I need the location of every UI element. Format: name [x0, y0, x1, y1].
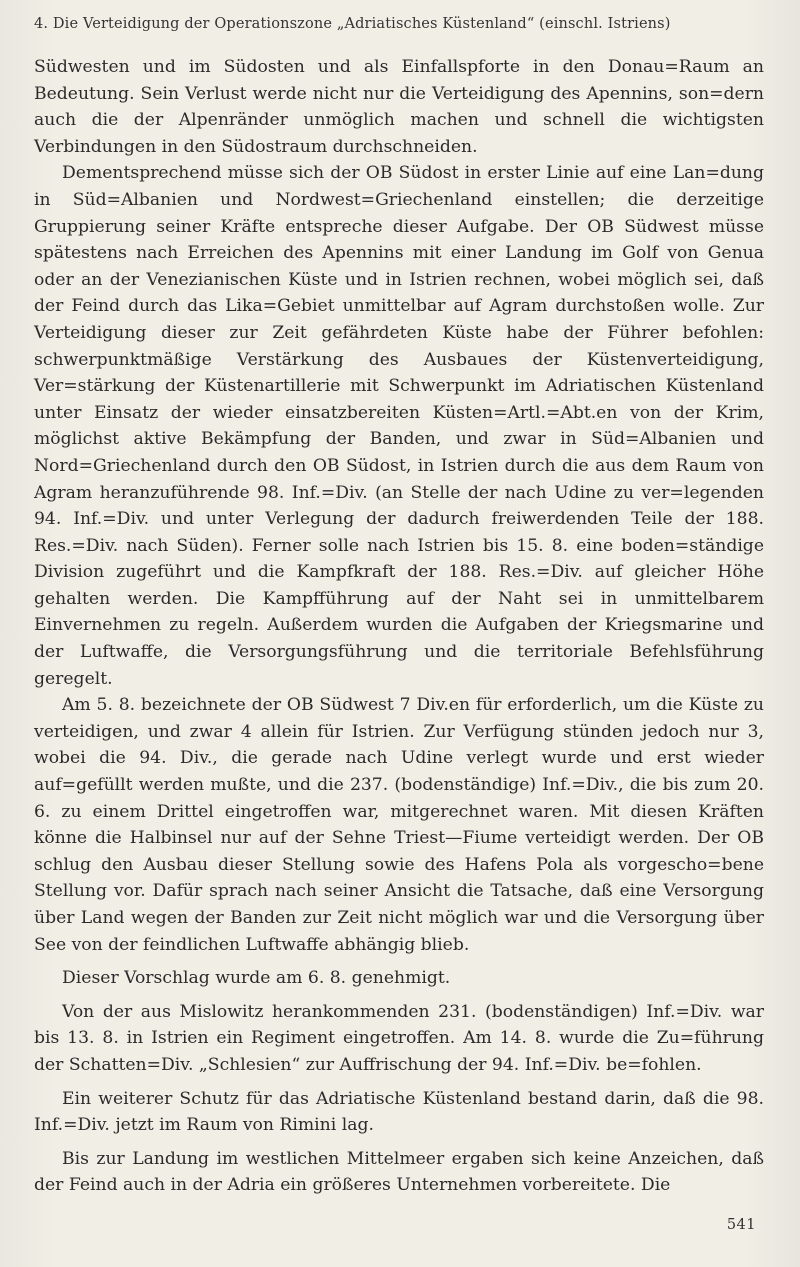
page-number: 541	[726, 1217, 756, 1233]
paragraph-further-protection: Ein weiterer Schutz für das Adriatische Küstenland bestand darin, daß die 98. Inf.=Div. jetzt im Raum von Rimini lag.	[34, 1088, 764, 1136]
paragraph-defense-orders: Dementsprechend müsse sich der OB Südost in erster Linie auf eine Lan=dung in Süd=Albanien und Nordwest=Griechenland einstellen; die derzeitige Gruppierung seiner Kräfte entspreche dieser Aufgabe. Der OB Südwest müsse spätestens nach Erreichen des Apennins mit einer Landung im Golf von Genua oder an der Venezianischen Küste und in Istrien rechnen, wobei möglich sei, daß der Feind durch das Lika=Gebiet unmittelbar auf Agram durchstoßen wolle. Zur Verteidigung dieser zur Zeit gefährdeten Küste habe der Führer befohlen: schwerpunktmäßige Verstärkung des Ausbaues der Küstenverteidigung, Ver=stärkung der Küstenartillerie mit Schwerpunkt im Adriatischen Küstenland unter Einsatz der wieder einsatzbereiten Küsten=Artl.=Abt.en von der Krim, möglichst aktive Bekämpfung der Banden, und zwar in Süd=Albanien und Nord=Griechenland durch den OB Südost, in Istrien durch die aus dem Raum von Agram heranzuführende 98. Inf.=Div. (an Stelle der nach Udine zu ver=legenden 94. Inf.=Div. und unter Verlegung der dadurch freiwerdenden Teile der 188. Res.=Div. nach Süden). Ferner solle nach Istrien bis 15. 8. eine boden=ständige Division zugeführt und die Kampfkraft der 188. Res.=Div. auf gleicher Höhe gehalten werden. Die Kampfführung auf der Naht sei in unmittelbarem Einvernehmen zu regeln. Außerdem wurden die Aufgaben der Kriegsmarine und der Luftwaffe, die Versorgungsführung und die territoriale Befehlsführung geregelt.	[34, 163, 764, 689]
body-text	[34, 54, 764, 1199]
paragraph-adriatic-landing: Bis zur Landung im westlichen Mittelmeer ergaben sich keine Anzeichen, daß der Feind auch in der Adria ein größeres Unternehmen vorbereitete. Die	[34, 1148, 764, 1196]
paragraph-ob-suedwest-assessment: Am 5. 8. bezeichnete der OB Südwest 7 Div.en für erforderlich, um die Küste zu verteidigen, und zwar 4 allein für Istrien. Zur Verfügung stünden jedoch nur 3, wobei die 94. Div., die gerade nach Udine verlegt wurde und erst wieder auf=gefüllt werden mußte, und die 237. (bodenständige) Inf.=Div., die bis zum 20. 6. zu einem Drittel eingetroffen war, mitgerechnet waren. Mit diesen Kräften könne die Halbinsel nur auf der Sehne Triest—Fiume verteidigt werden. Der OB schlug den Ausbau dieser Stellung sowie des Hafens Pola als vorgescho=bene Stellung vor. Dafür sprach nach seiner Ansicht die Tatsache, daß eine Versorgung über Land wegen der Banden zur Zeit nicht möglich war und die Versorgung über See von der feindlichen Luftwaffe abhängig blieb.	[34, 695, 764, 955]
running-head: 4. Die Verteidigung der Operationszone „Adriatisches Küstenland“ (einschl. Istriens)	[34, 16, 671, 32]
paragraph-continuation: Südwesten und im Südosten und als Einfallspforte in den Donau=Raum an Bedeutung. Sein Verlust werde nicht nur die Verteidigung des Apennins, son=dern auch die der Alpenränder unmöglich machen und schnell die wichtigsten Verbindungen in den Südostraum durchschneiden.	[34, 57, 764, 157]
paragraph-reinforcements: Von der aus Mislowitz herankommenden 231. (bodenständigen) Inf.=Div. war bis 13. 8. in Istrien ein Regiment eingetroffen. Am 14. 8. wurde die Zu=führung der Schatten=Div. „Schlesien“ zur Auffrischung der 94. Inf.=Div. be=fohlen.	[34, 1001, 764, 1075]
paragraph-approval: Dieser Vorschlag wurde am 6. 8. genehmigt.	[62, 968, 451, 989]
